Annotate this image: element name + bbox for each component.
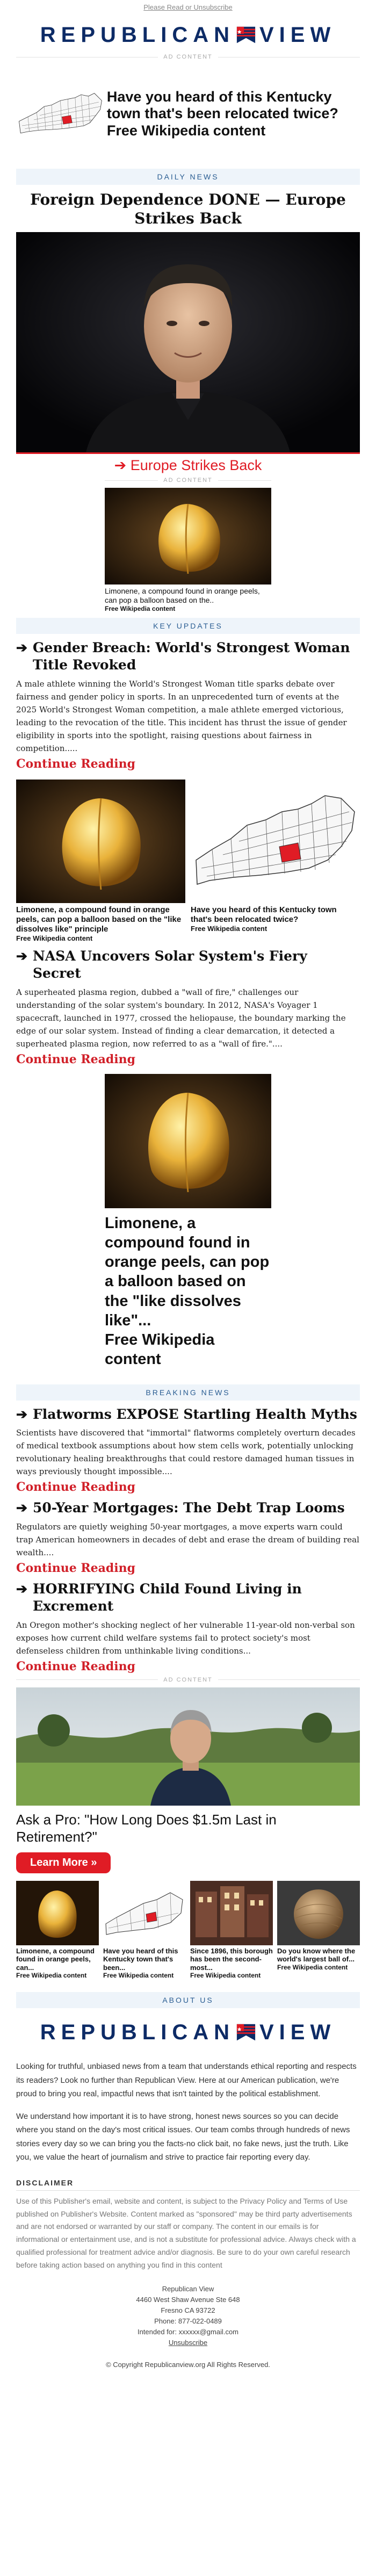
- section-about-us: ABOUT US: [16, 1992, 360, 2008]
- article-headline[interactable]: [16, 948, 360, 983]
- article-headline[interactable]: [16, 639, 360, 674]
- continue-reading-link[interactable]: Continue Reading: [16, 1561, 135, 1575]
- limonene-ad-small-source: Free Wikipedia content: [105, 604, 176, 612]
- grid-ad-source: Free Wikipedia content: [103, 1972, 174, 1980]
- hero-portrait-image: [16, 232, 360, 452]
- limonene-ad-small[interactable]: [105, 488, 271, 612]
- article-title: 50-Year Mortgages: The Debt Trap Looms: [32, 1500, 345, 1516]
- logo-word-left: REPUBLICAN: [40, 23, 235, 47]
- grid-ad-text: Have you heard of this Kentucky town that's been...: [103, 1946, 178, 1972]
- hero-headline[interactable]: Foreign Dependence DONE — Europe Strikes Back: [30, 191, 346, 227]
- retirement-ad[interactable]: [16, 1687, 360, 1873]
- kentucky-ad-headline: Have you heard of this Kentucky town that's been relocated twice?: [106, 89, 338, 122]
- ad-label: AD CONTENT: [163, 1676, 213, 1683]
- kentucky-ad-source: Free Wikipedia content: [106, 122, 266, 139]
- kentucky-map-image: [16, 68, 105, 160]
- masthead-logo[interactable]: [0, 16, 376, 54]
- flag-icon: [236, 2022, 256, 2043]
- arrow-right-icon: ➔: [16, 639, 27, 655]
- limonene-ad-tile-source: Free Wikipedia content: [16, 934, 93, 942]
- footer-company-name: Republican View: [162, 2284, 214, 2293]
- limonene-ad-tile[interactable]: [16, 780, 185, 942]
- copyright-text: © Copyright Republicanview.org All Rights Reserved.: [106, 2360, 270, 2369]
- limonene-ad-large-source: Free Wikipedia content: [105, 1331, 215, 1368]
- kentucky-ad-tile[interactable]: [103, 1881, 186, 1980]
- retirement-ad-text: Ask a Pro: "How Long Does $1.5m Last in Retirement?": [16, 1811, 277, 1845]
- grid-ad-source: Free Wikipedia content: [277, 1963, 348, 1971]
- arrow-right-icon: ➔: [16, 948, 27, 964]
- limonene-image: [16, 1881, 99, 1945]
- grid-ad-text: Limonene, a compound found in orange peels, can...: [16, 1946, 95, 1972]
- article-gender-breach: [16, 634, 360, 771]
- grid-ad-source: Free Wikipedia content: [16, 1972, 87, 1980]
- limonene-ad-tile[interactable]: [16, 1881, 99, 1980]
- article-summary: Regulators are quietly weighing 50-year mortgages, a move experts warn could trap American homeowners in decades of debt and erase the dream of building real wealth....: [16, 1521, 359, 1557]
- disclaimer-text: Use of this Publisher's email, website and content, is subject to the Privacy Policy and Terms of Use published on Publisher's Website. Content marked as "sponsored" may be third party advertisements and are not endorsed or warranted by our staff or company. The content in our emails is for informational or entertainment use, and is not a substitute for professional advice. Always check with a qualified professional for treatment advice and/or diagnosis. Be sure to do your own careful research before taking action based on anything you find in this content: [16, 2196, 356, 2269]
- ball-of-twine-image: [277, 1881, 360, 1945]
- ad-grid: [16, 1881, 360, 1980]
- article-summary: An Oregon mother's shocking neglect of her vulnerable 11-year-old non-verbal son exposes how current child welfare systems fail to protect society's most defenseless children from unthinkable living conditions...: [16, 1620, 355, 1656]
- section-daily-news: DAILY NEWS: [16, 169, 360, 185]
- divider: [218, 1679, 360, 1680]
- about-us-text: [16, 2060, 360, 2164]
- ad-pair: [16, 780, 360, 942]
- logo-word-right: VIEW: [259, 23, 336, 47]
- limonene-ad-large[interactable]: [105, 1074, 271, 1369]
- article-child-neglect: [16, 1575, 360, 1673]
- section-key-updates: KEY UPDATES: [16, 618, 360, 634]
- kentucky-ad-tile[interactable]: [191, 780, 360, 942]
- ball-ad-tile[interactable]: [277, 1881, 360, 1980]
- article-headline[interactable]: [16, 1499, 360, 1517]
- borough-ad-tile[interactable]: [190, 1881, 273, 1980]
- limonene-image: [105, 1074, 271, 1208]
- hero-caption-link[interactable]: ➔ Europe Strikes Back: [114, 457, 262, 473]
- divider: [16, 1679, 158, 1680]
- article-headline[interactable]: [16, 1581, 360, 1615]
- footer-unsubscribe-link[interactable]: Unsubscribe: [168, 2339, 208, 2347]
- about-paragraph: We understand how important it is to have strong, honest news sources so you can decide where you stand on the day's most critical issues. Our team combs through hundreds of news stories every day so we can bring you the facts-no click bait, no fake news, just the truth. Like you, we value the heart of journalism and strive to practice fair reporting every day.: [16, 2111, 350, 2162]
- flag-icon: [236, 25, 256, 45]
- section-breaking-news: BREAKING NEWS: [16, 1384, 360, 1401]
- ad-label-row: [16, 54, 360, 60]
- ad-label: AD CONTENT: [163, 477, 213, 484]
- article-title: Gender Breach: World's Strongest Woman Title Revoked: [32, 639, 350, 673]
- article-headline[interactable]: [16, 1406, 360, 1424]
- article-title: HORRIFYING Child Found Living in Excrement: [32, 1581, 302, 1614]
- continue-reading-link[interactable]: Continue Reading: [16, 1052, 135, 1066]
- unsubscribe-link[interactable]: Please Read or Unsubscribe: [143, 3, 233, 11]
- limonene-image: [16, 780, 185, 903]
- hero-image[interactable]: [16, 232, 360, 452]
- continue-reading-link[interactable]: Continue Reading: [16, 756, 135, 771]
- arrow-right-icon: ➔: [16, 1581, 27, 1597]
- limonene-ad-small-text: Limonene, a compound found in orange peels, can pop a balloon based on the..: [105, 587, 260, 604]
- kentucky-map-image: [191, 780, 360, 903]
- kentucky-ad-text[interactable]: [105, 89, 360, 139]
- article-mortgages: [16, 1494, 360, 1575]
- logo-word-left: REPUBLICAN: [40, 2020, 235, 2044]
- retirement-ad-image: [16, 1687, 360, 1806]
- kentucky-ad-tile-text: Have you heard of this Kentucky town that's been relocated twice?: [191, 905, 337, 924]
- article-title: NASA Uncovers Solar System's Fiery Secret: [32, 948, 307, 982]
- logo-word-right: VIEW: [259, 2020, 336, 2044]
- article-nasa: [16, 942, 360, 1066]
- kentucky-ad-tile-source: Free Wikipedia content: [191, 924, 267, 933]
- learn-more-button[interactable]: Learn More »: [16, 1852, 111, 1873]
- preheader: [0, 0, 376, 16]
- limonene-ad-tile-text: Limonene, a compound found in orange peels, can pop a balloon based on the "like dissolves like" principle: [16, 905, 182, 934]
- grid-ad-source: Free Wikipedia content: [190, 1972, 261, 1980]
- footer-city: Fresno CA 93722: [161, 2306, 215, 2314]
- article-summary: A superheated plasma region, dubbed a "wall of fire," challenges our understanding of the solar system's boundary. In 2012, NASA's Voyager 1 spacecraft, launched in 1977, crossed the heliopause, the boundary marking the edge of our solar system. Instead of finding a clear demarcation, it detected a superheated plasma region, now referred to as a "wall of fire."....: [16, 987, 346, 1049]
- article-flatworms: [16, 1401, 360, 1495]
- ad-label-row: [16, 1677, 360, 1683]
- arrow-right-icon: ➔: [16, 1500, 27, 1516]
- limonene-image: [105, 488, 271, 585]
- kentucky-map-image: [103, 1881, 186, 1945]
- footer-intended-for: Intended for: xxxxxx@gmail.com: [137, 2328, 239, 2336]
- kentucky-ad[interactable]: [16, 66, 360, 162]
- divider: [105, 480, 158, 481]
- footer-street: 4460 West Shaw Avenue Ste 648: [136, 2295, 240, 2304]
- footer-address: [0, 2284, 376, 2349]
- continue-reading-link[interactable]: Continue Reading: [16, 1480, 135, 1495]
- hero-underline: [16, 452, 360, 454]
- limonene-ad-large-text: Limonene, a compound found in orange peels, can pop a balloon based on the "like dissolves like"...: [105, 1214, 270, 1329]
- disclaimer-heading: DISCLAIMER: [16, 2178, 360, 2191]
- ad-label: AD CONTENT: [163, 54, 213, 60]
- grid-ad-text: Do you know where the world's largest ball of...: [277, 1946, 356, 1964]
- ad-label-row: [105, 477, 271, 484]
- article-summary: Scientists have discovered that "immortal" flatworms completely overturn decades of medical textbook assumptions about how stem cells work, potentially unlocking revolutionary healing breakthroughs that could restore damaged human tissues in ways previously thought impossible....: [16, 1428, 356, 1477]
- borough-image: [190, 1881, 273, 1945]
- arrow-right-icon: ➔: [16, 1406, 27, 1422]
- footer-logo[interactable]: [0, 2014, 376, 2051]
- article-title: Flatworms EXPOSE Startling Health Myths: [32, 1406, 357, 1422]
- article-summary: A male athlete winning the World's Strongest Woman title sparks debate over fairness and gender policy in sports. In an unprecedented turn of events at the 2025 World's Strongest Woman competition, a male athlete emerged victorious, leading to the revocation of the title. This incident has thrust the issue of gender eligibility in sports into the spotlight, raising questions about fairness in competition.....: [16, 679, 347, 753]
- continue-reading-link[interactable]: Continue Reading: [16, 1659, 135, 1673]
- about-paragraph: Looking for truthful, unbiased news from a team that understands ethical reporting and respects its readers? Look no further than Republican View. Here at our American publication, we're proud to bring you real, impactful news that isn't tainted by the political establishment.: [16, 2062, 357, 2099]
- footer-phone: Phone: 877-022-0489: [154, 2317, 222, 2326]
- grid-ad-text: Since 1896, this borough has been the second-most...: [190, 1946, 273, 1972]
- divider: [218, 480, 271, 481]
